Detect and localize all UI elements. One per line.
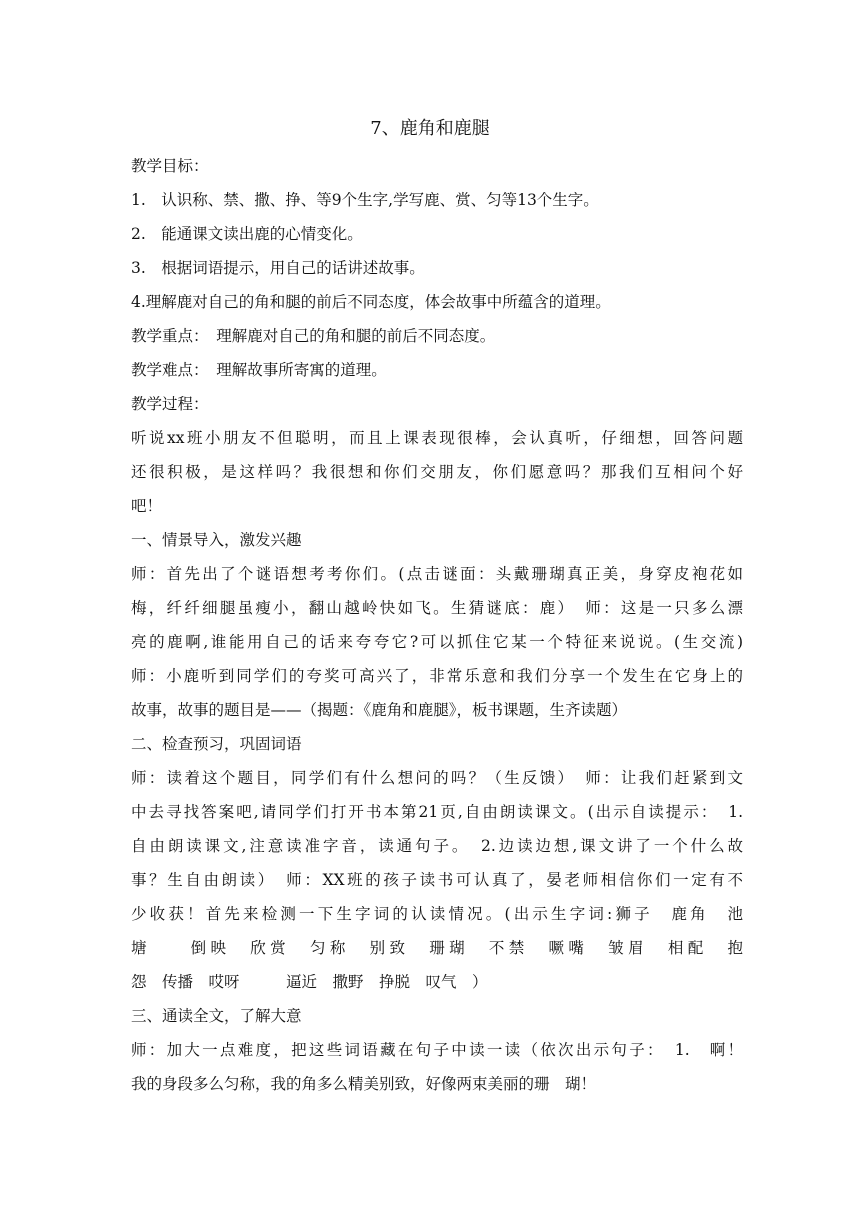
paragraph-line: 少收获！首先来检测一下生字词的认读情况。(出示生字词:狮子 鹿角 池 xyxy=(131,905,743,923)
paragraph-line: 事？生自由朗读） 师：XX班的孩子读书可认真了，晏老师相信你们一定有不 xyxy=(131,871,743,889)
section-heading-1: 一、情景导入，激发兴趣 xyxy=(131,531,302,549)
paragraph-line: 亮的鹿啊,谁能用自己的话来夸夸它?可以抓住它某一个特征来说说。(生交流) xyxy=(131,633,743,651)
paragraph-line: 听说xx班小朋友不但聪明，而且上课表现很棒，会认真听，仔细想，回答问题 xyxy=(131,429,743,447)
paragraph-line: 我的身段多么匀称，我的角多么精美别致，好像两束美丽的珊 瑚！ xyxy=(131,1075,597,1093)
paragraph-line: 中去寻找答案吧,请同学们打开书本第21页,自由朗读课文。(出示自读提示： 1. xyxy=(131,803,743,821)
paragraph-line: 师：加大一点难度，把这些词语藏在句子中读一读（依次出示句子： 1. 啊！ xyxy=(131,1041,743,1059)
paragraph-line: 师：读着这个题目，同学们有什么想问的吗？（生反馈） 师：让我们赶紧到文 xyxy=(131,769,743,787)
paragraph-line: 故事，故事的题目是——（揭题：《鹿角和鹿腿》，板书课题，生齐读题） xyxy=(131,701,628,719)
goal-1: 1. 认识称、禁、撒、挣、等9个生字,学写鹿、赏、匀等13个生字。 xyxy=(131,191,599,209)
paragraph-line: 师：小鹿听到同学们的夸奖可高兴了，非常乐意和我们分享一个发生在它身上的 xyxy=(131,667,743,685)
paragraph-line: 吧！ xyxy=(131,497,163,515)
vocabulary-line: 怨 传播 哎呀 逼近 撒野 挣脱 叹气 ） xyxy=(131,973,488,991)
heading-teaching-process: 教学过程： xyxy=(131,395,209,413)
difficult-point: 教学难点： 理解故事所寄寓的道理。 xyxy=(131,361,387,379)
section-heading-3: 三、通读全文，了解大意 xyxy=(131,1007,302,1025)
goal-4: 4.理解鹿对自己的角和腿的前后不同态度，体会故事中所蕴含的道理。 xyxy=(131,293,611,311)
document-title: 7、鹿角和鹿腿 xyxy=(370,118,490,139)
paragraph-line: 还很积极，是这样吗？我很想和你们交朋友，你们愿意吗？那我们互相问个好 xyxy=(131,463,743,481)
paragraph-line: 师：首先出了个谜语想考考你们。(点击谜面：头戴珊瑚真正美，身穿皮袍花如 xyxy=(131,565,743,583)
heading-teaching-goals: 教学目标： xyxy=(131,157,209,175)
goal-3: 3. 根据词语提示，用自己的话讲述故事。 xyxy=(131,259,425,277)
goal-2: 2. 能通课文读出鹿的心情变化。 xyxy=(131,225,363,243)
paragraph-line: 自由朗读课文,注意读准字音，读通句子。 2.边读边想,课文讲了一个什么故 xyxy=(131,837,743,855)
section-heading-2: 二、检查预习，巩固词语 xyxy=(131,735,302,753)
vocabulary-line: 塘 倒映 欣赏 匀称 别致 珊瑚 不禁 噘嘴 皱眉 相配 抱 xyxy=(131,939,743,957)
key-point: 教学重点： 理解鹿对自己的角和腿的前后不同态度。 xyxy=(131,327,496,345)
paragraph-line: 梅，纤纤细腿虽瘦小，翻山越岭快如飞。生猜谜底：鹿） 师：这是一只多么漂 xyxy=(131,599,743,617)
